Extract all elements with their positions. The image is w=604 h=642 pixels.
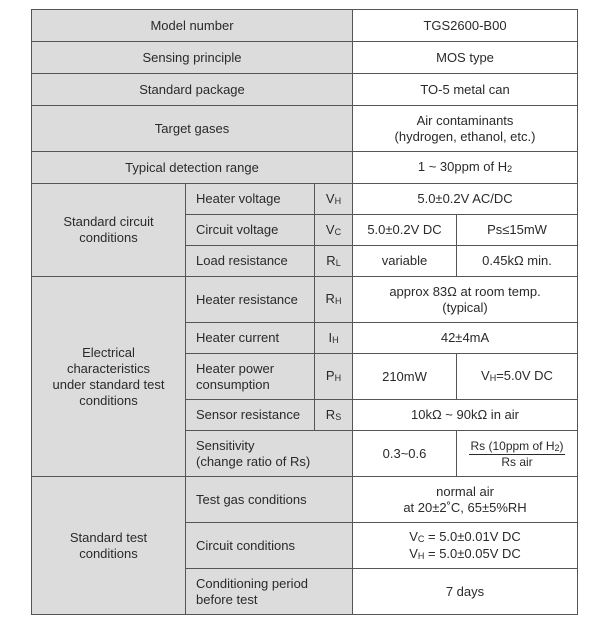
- value-sensitivity: 0.3~0.6: [353, 431, 457, 477]
- symbol-letter: R: [325, 406, 336, 422]
- label-heater-power: [186, 354, 315, 400]
- heater-resistance-line2: (typical): [442, 299, 488, 315]
- detection-range-text: 1 ~ 30ppm of H: [417, 159, 508, 174]
- row-standard-package: [32, 74, 578, 106]
- symbol-subscript: H: [334, 195, 342, 206]
- symbol-letter: V: [325, 221, 335, 237]
- label-circuit-voltage: Circuit voltage: [186, 215, 315, 246]
- voltage-value: =5.0V DC: [496, 368, 553, 383]
- group-standard-circuit: [32, 184, 186, 277]
- symbol-sensor-resistance: [315, 400, 353, 431]
- label-conditioning-period: [186, 569, 353, 615]
- symbol-subscript: S: [335, 411, 342, 422]
- voltage-subscript: H: [489, 373, 497, 383]
- row-detection-range: [32, 152, 578, 184]
- label-test-gas: Test gas conditions: [186, 477, 353, 523]
- value-model-number: TGS2600-B00: [353, 10, 578, 42]
- symbol-subscript: C: [334, 226, 342, 237]
- row-target-gases: [32, 106, 578, 152]
- row-sensing-principle: [32, 42, 578, 74]
- value-heater-resistance: [353, 277, 578, 323]
- symbol-subscript: L: [335, 257, 341, 268]
- vh-symbol: V: [409, 545, 418, 561]
- symbol-letter: P: [325, 368, 335, 383]
- row-model-number: [32, 10, 578, 42]
- heater-power-label-line1: Heater power: [196, 360, 275, 376]
- label-target-gases: Target gases: [32, 106, 353, 152]
- vh-subscript: H: [417, 550, 425, 561]
- value-standard-package: TO-5 metal can: [353, 74, 578, 106]
- target-gases-line1: Air contaminants: [416, 112, 514, 128]
- label-sensitivity: [186, 431, 353, 477]
- symbol-heater-current: [315, 323, 353, 354]
- value-detection-range: [353, 152, 578, 184]
- conditioning-label-line1: Conditioning period: [196, 575, 309, 591]
- group-standard-circuit-line1: Standard circuit: [63, 214, 154, 229]
- label-sensor-resistance: Sensor resistance: [186, 400, 315, 431]
- ratio-denominator: Rs air: [501, 455, 533, 469]
- circuit-conditions-line2: [357, 546, 573, 563]
- value-heater-power: 210mW: [353, 354, 457, 400]
- symbol-subscript: H: [332, 334, 339, 345]
- value-heater-current: 42±4mA: [353, 323, 578, 354]
- symbol-letter: R: [325, 291, 335, 306]
- value-load-resistance: variable: [353, 246, 457, 277]
- symbol-subscript: H: [334, 373, 342, 383]
- row-heater-voltage: [32, 184, 578, 215]
- vc-symbol: V: [409, 528, 418, 544]
- label-heater-voltage: Heater voltage: [186, 184, 315, 215]
- label-circuit-conditions: Circuit conditions: [186, 523, 353, 569]
- numerator-text: Rs (10ppm of H: [470, 439, 555, 453]
- value-target-gases: [353, 106, 578, 152]
- value-circuit-conditions: [353, 523, 578, 569]
- detection-range-subscript: 2: [507, 164, 513, 174]
- vc-subscript: C: [417, 533, 425, 544]
- vc-value: = 5.0±0.01V DC: [424, 528, 521, 544]
- heater-resistance-line1: approx 83Ω at room temp.: [389, 283, 541, 299]
- test-gas-line2: at 20±2˚C, 65±5%RH: [403, 499, 527, 515]
- symbol-circuit-voltage: [315, 215, 353, 246]
- value-heater-power-voltage: [457, 354, 578, 400]
- value-circuit-voltage: 5.0±0.2V DC: [353, 215, 457, 246]
- voltage-symbol: V: [481, 368, 490, 383]
- group-electrical-line4: conditions: [79, 392, 138, 408]
- symbol-heater-resistance: [315, 277, 353, 323]
- value-sensor-resistance: 10kΩ ~ 90kΩ in air: [353, 400, 578, 431]
- conditioning-label-line2: before test: [196, 591, 258, 607]
- label-load-resistance: Load resistance: [186, 246, 315, 277]
- group-standard-test-line1: Standard test: [69, 529, 148, 545]
- label-standard-package: Standard package: [32, 74, 353, 106]
- value-sensing-principle: MOS type: [353, 42, 578, 74]
- symbol-subscript: H: [334, 296, 342, 306]
- group-electrical-line1: Electrical: [82, 344, 135, 360]
- group-standard-circuit-line2: conditions: [79, 230, 138, 245]
- numerator-subscript: 2: [554, 443, 560, 453]
- spec-table: [31, 9, 578, 615]
- symbol-heater-power: [315, 354, 353, 400]
- symbol-heater-voltage: [315, 184, 353, 215]
- heater-power-label-line2: consumption: [196, 376, 270, 392]
- value-conditioning-period: 7 days: [353, 569, 578, 615]
- target-gases-line2: (hydrogen, ethanol, etc.): [394, 128, 536, 144]
- row-test-gas: [32, 477, 578, 523]
- label-heater-resistance: Heater resistance: [186, 277, 315, 323]
- label-sensing-principle: Sensing principle: [32, 42, 353, 74]
- numerator-close: ): [559, 439, 564, 453]
- value-heater-voltage: 5.0±0.2V AC/DC: [353, 184, 578, 215]
- test-gas-line1: normal air: [436, 483, 494, 499]
- sensitivity-label-line2: (change ratio of Rs): [196, 453, 311, 469]
- label-model-number: Model number: [32, 10, 353, 42]
- circuit-conditions-line1: [357, 529, 573, 546]
- ratio-numerator: [469, 439, 564, 455]
- group-electrical-characteristics: [32, 277, 186, 477]
- symbol-letter: R: [326, 252, 336, 268]
- value-test-gas: [353, 477, 578, 523]
- symbol-letter: V: [325, 190, 335, 206]
- group-standard-test: [32, 477, 186, 615]
- row-heater-resistance: [32, 277, 578, 323]
- symbol-load-resistance: [315, 246, 353, 277]
- label-heater-current: Heater current: [186, 323, 315, 354]
- value-load-resistance-min: 0.45kΩ min.: [457, 246, 578, 277]
- group-standard-test-line2: conditions: [79, 545, 138, 561]
- group-electrical-line3: under standard test: [52, 376, 165, 392]
- sensitivity-ratio: [457, 431, 578, 477]
- group-electrical-line2: characteristics: [66, 360, 151, 376]
- value-circuit-power: Ps≤15mW: [457, 215, 578, 246]
- sensitivity-label-line1: Sensitivity: [196, 437, 255, 453]
- symbol-letter: I: [328, 329, 333, 345]
- label-detection-range: Typical detection range: [32, 152, 353, 184]
- vh-value: = 5.0±0.05V DC: [424, 545, 521, 561]
